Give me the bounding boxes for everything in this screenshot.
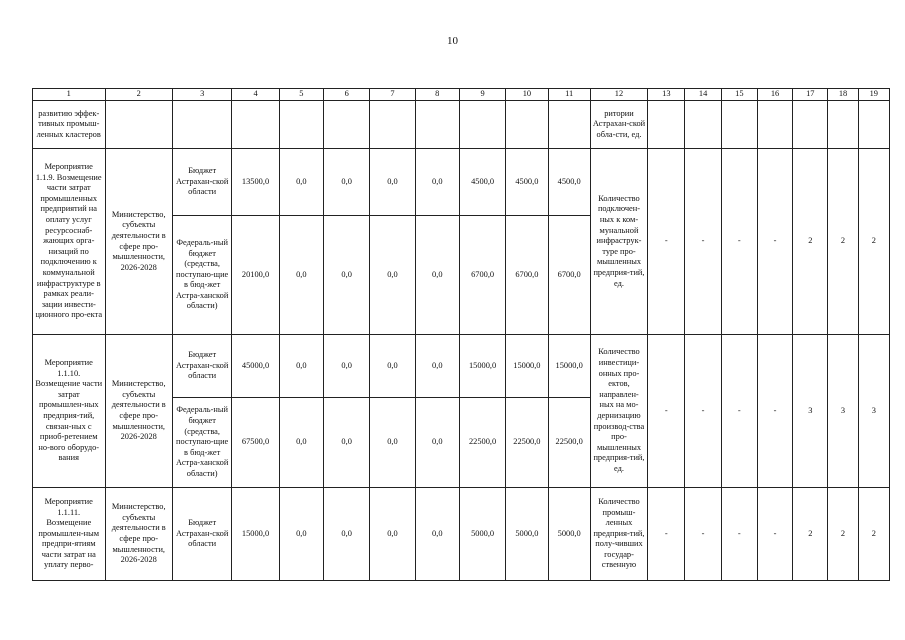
empty-cell bbox=[685, 101, 721, 149]
funding-source: Бюджет Астрахан-ской области bbox=[172, 488, 231, 581]
empty-cell bbox=[793, 101, 828, 149]
column-number: 1 bbox=[33, 89, 106, 101]
column-number: 18 bbox=[828, 89, 858, 101]
continued-measure-text: развитию эффек-тивных промыш-ленных кластеров bbox=[33, 101, 106, 149]
column-number: 13 bbox=[648, 89, 685, 101]
measure-name: Мероприятие 1.1.11. Возмещение промышлен-ным предпри-ятиям части затрат на уплату перво- bbox=[33, 488, 106, 581]
page-number: 10 bbox=[447, 35, 458, 47]
target-cell: - bbox=[648, 488, 685, 581]
column-number: 11 bbox=[548, 89, 590, 101]
column-number: 12 bbox=[590, 89, 647, 101]
measure-name: Мероприятие 1.1.9. Возмещение части затрат промышленных предприятий на оплату услуг ресурсоснаб-жающих орга-низаций по подключению к коммунальной инфраструктуре в рамках реали-зации инвести-ционного про-екта bbox=[33, 149, 106, 335]
target-cell: - bbox=[721, 335, 757, 488]
empty-cell bbox=[459, 101, 505, 149]
funding-source: Федераль-ный бюджет (средства, поступаю-щие в бюд-жет Астра-ханской области) bbox=[172, 398, 231, 488]
amount-cell: 0,0 bbox=[279, 335, 323, 398]
amount-cell: 4500,0 bbox=[459, 149, 505, 216]
column-number: 4 bbox=[232, 89, 279, 101]
column-number: 17 bbox=[793, 89, 828, 101]
amount-cell: 20100,0 bbox=[232, 216, 279, 335]
target-cell: - bbox=[721, 488, 757, 581]
amount-cell: 45000,0 bbox=[232, 335, 279, 398]
amount-cell: 6700,0 bbox=[548, 216, 590, 335]
amount-cell: 5000,0 bbox=[548, 488, 590, 581]
amount-cell: 22500,0 bbox=[506, 398, 548, 488]
target-cell: 3 bbox=[828, 335, 858, 488]
executor-cell: Министерство, субъекты деятельности в сфере про-мышленности, 2026-2028 bbox=[105, 149, 172, 335]
target-cell: - bbox=[721, 149, 757, 335]
amount-cell: 6700,0 bbox=[506, 216, 548, 335]
empty-cell bbox=[279, 101, 323, 149]
target-cell: - bbox=[648, 149, 685, 335]
column-number: 9 bbox=[459, 89, 505, 101]
empty-cell bbox=[858, 101, 889, 149]
target-cell: 3 bbox=[793, 335, 828, 488]
target-cell: 2 bbox=[793, 149, 828, 335]
empty-cell bbox=[370, 101, 415, 149]
amount-cell: 22500,0 bbox=[548, 398, 590, 488]
measure-name: Мероприятие 1.1.10. Возмещение части затрат промышлен-ных предприя-тий, связан-ных с приоб-ретением но-вого оборудо-вания bbox=[33, 335, 106, 488]
amount-cell: 0,0 bbox=[279, 398, 323, 488]
funding-source: Федераль-ный бюджет (средства, поступаю-щие в бюд-жет Астра-ханской области) bbox=[172, 216, 231, 335]
empty-cell bbox=[757, 101, 792, 149]
target-cell: - bbox=[685, 149, 721, 335]
amount-cell: 0,0 bbox=[370, 216, 415, 335]
target-cell: - bbox=[685, 488, 721, 581]
amount-cell: 13500,0 bbox=[232, 149, 279, 216]
amount-cell: 0,0 bbox=[415, 149, 459, 216]
column-number: 5 bbox=[279, 89, 323, 101]
column-number: 10 bbox=[506, 89, 548, 101]
column-number-row bbox=[33, 89, 890, 101]
empty-cell bbox=[232, 101, 279, 149]
empty-cell bbox=[415, 101, 459, 149]
amount-cell: 15000,0 bbox=[459, 335, 505, 398]
target-cell: 2 bbox=[828, 149, 858, 335]
empty-cell bbox=[548, 101, 590, 149]
amount-cell: 0,0 bbox=[279, 216, 323, 335]
target-cell: - bbox=[648, 335, 685, 488]
amount-cell: 0,0 bbox=[370, 398, 415, 488]
target-cell: - bbox=[757, 149, 792, 335]
amount-cell: 0,0 bbox=[370, 335, 415, 398]
target-cell: 2 bbox=[793, 488, 828, 581]
column-number: 14 bbox=[685, 89, 721, 101]
target-cell: 3 bbox=[858, 335, 889, 488]
amount-cell: 0,0 bbox=[324, 149, 370, 216]
indicator-cell: Количество промыш-ленных предприя-тий, полу-чивших государ-ственную bbox=[590, 488, 647, 581]
target-cell: 2 bbox=[828, 488, 858, 581]
amount-cell: 5000,0 bbox=[459, 488, 505, 581]
empty-cell bbox=[828, 101, 858, 149]
amount-cell: 4500,0 bbox=[548, 149, 590, 216]
amount-cell: 67500,0 bbox=[232, 398, 279, 488]
column-number: 2 bbox=[105, 89, 172, 101]
amount-cell: 0,0 bbox=[415, 488, 459, 581]
amount-cell: 4500,0 bbox=[506, 149, 548, 216]
target-cell: - bbox=[757, 488, 792, 581]
amount-cell: 6700,0 bbox=[459, 216, 505, 335]
table-row bbox=[33, 335, 890, 398]
empty-cell bbox=[172, 101, 231, 149]
amount-cell: 0,0 bbox=[279, 149, 323, 216]
empty-cell bbox=[105, 101, 172, 149]
indicator-cell: Количество подключен-ных к ком-мунальной инфраструк-туре про-мышленных предприя-тий, ед. bbox=[590, 149, 647, 335]
target-cell: - bbox=[757, 335, 792, 488]
amount-cell: 0,0 bbox=[415, 398, 459, 488]
column-number: 15 bbox=[721, 89, 757, 101]
column-number: 3 bbox=[172, 89, 231, 101]
empty-cell bbox=[506, 101, 548, 149]
executor-cell: Министерство, субъекты деятельности в сфере про-мышленности, 2026-2028 bbox=[105, 335, 172, 488]
target-cell: 2 bbox=[858, 488, 889, 581]
indicator-cell: Количество инвестици-онных про-ектов, направлен-ных на мо-дернизацию производ-ства про-мышленных предприя-тий, ед. bbox=[590, 335, 647, 488]
column-number: 7 bbox=[370, 89, 415, 101]
amount-cell: 0,0 bbox=[370, 149, 415, 216]
amount-cell: 0,0 bbox=[279, 488, 323, 581]
continuation-row bbox=[33, 101, 890, 149]
amount-cell: 15000,0 bbox=[548, 335, 590, 398]
amount-cell: 0,0 bbox=[324, 488, 370, 581]
empty-cell bbox=[721, 101, 757, 149]
amount-cell: 0,0 bbox=[324, 335, 370, 398]
funding-source: Бюджет Астрахан-ской области bbox=[172, 335, 231, 398]
amount-cell: 15000,0 bbox=[232, 488, 279, 581]
funding-source: Бюджет Астрахан-ской области bbox=[172, 149, 231, 216]
target-cell: - bbox=[685, 335, 721, 488]
amount-cell: 0,0 bbox=[370, 488, 415, 581]
amount-cell: 0,0 bbox=[324, 216, 370, 335]
column-number: 8 bbox=[415, 89, 459, 101]
column-number: 19 bbox=[858, 89, 889, 101]
amount-cell: 0,0 bbox=[415, 216, 459, 335]
empty-cell bbox=[324, 101, 370, 149]
amount-cell: 5000,0 bbox=[506, 488, 548, 581]
continued-indicator-text: ритории Астрахан-ской обла-сти, ед. bbox=[590, 101, 647, 149]
column-number: 16 bbox=[757, 89, 792, 101]
amount-cell: 22500,0 bbox=[459, 398, 505, 488]
target-cell: 2 bbox=[858, 149, 889, 335]
column-number: 6 bbox=[324, 89, 370, 101]
amount-cell: 0,0 bbox=[324, 398, 370, 488]
amount-cell: 15000,0 bbox=[506, 335, 548, 398]
table-row bbox=[33, 488, 890, 581]
program-measures-table bbox=[32, 88, 890, 581]
empty-cell bbox=[648, 101, 685, 149]
amount-cell: 0,0 bbox=[415, 335, 459, 398]
executor-cell: Министерство, субъекты деятельности в сфере про-мышленности, 2026-2028 bbox=[105, 488, 172, 581]
table-row bbox=[33, 149, 890, 216]
